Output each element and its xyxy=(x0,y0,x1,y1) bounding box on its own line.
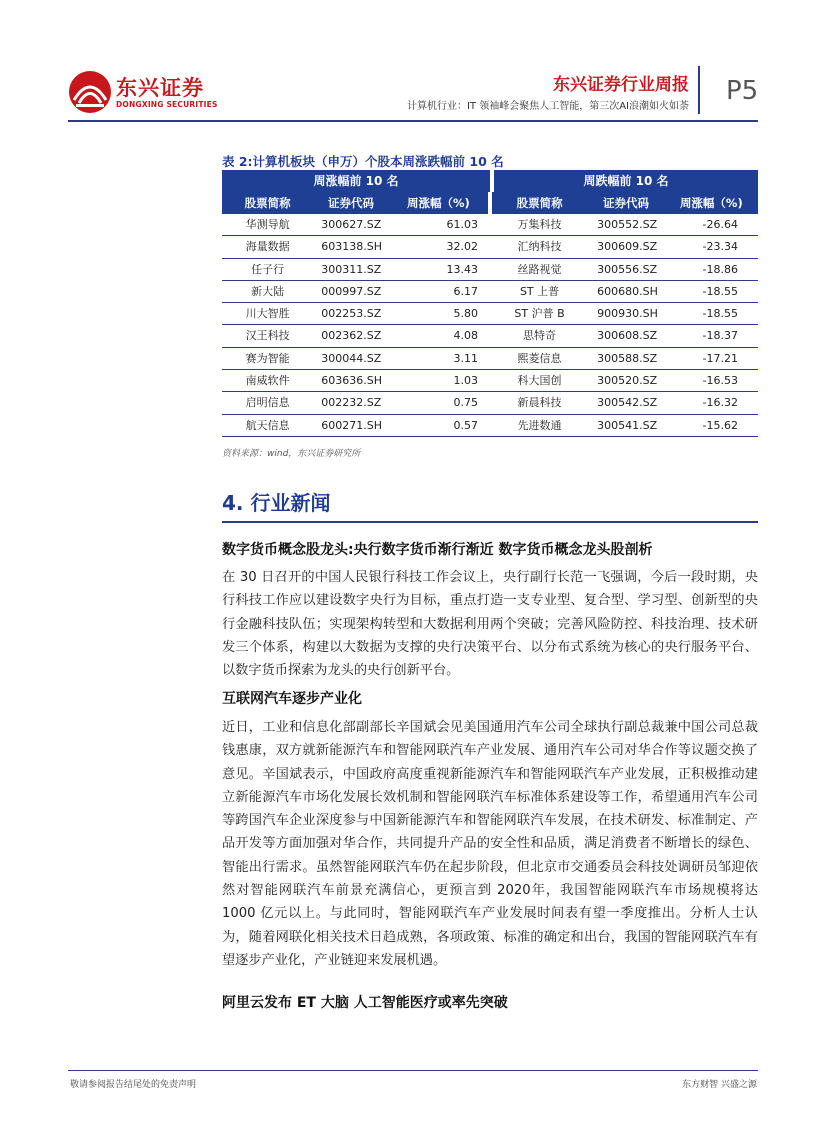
table-row xyxy=(222,348,758,370)
stock-name-cell: 南威软件 xyxy=(245,374,290,388)
weekly-change-cell: 0.57 xyxy=(453,418,478,432)
weekly-change-cell: 0.75 xyxy=(453,396,478,410)
col-header: 周涨幅（%) xyxy=(665,192,758,214)
news-paragraph: 近日，工业和信息化部副部长辛国斌会见美国通用汽车公司全球执行副总裁兼中国公司总裁钱惠康，双方就新能源汽车和智能网联汽车产业发展、通用汽车公司对华合作等议题交换了意见。辛国斌表示，中国政府高度重视新能源汽车和智能网联汽车产业发展，正积极推动建立新能源汽车市场化发展长效机制和智能网联汽车标准体系建设等工作，希望通用汽车公司等跨国汽车企业深度参与中国新能源汽车和智能网联汽车发展，在技术研发、标准制定、产品开发等方面加强对华合作，共同提升产品的安全性和品质，满足消费者不断增长的绿色、智能出行需求。虽然智能网联汽车仍在起步阶段，但北京市交通委员会科技处调研员邹迎依然对智能网联汽车前景充满信心，更预言到 2020年，我国智能网联汽车市场规模将达 1000 亿元以上。与此同时，智能网联汽车产业发展时间表有望一季度推出。分析人士认为，随着网联化相关技术日趋成熟，各项政策、标准的确定和出台，我国的智能网联汽车有望逐步产业化，产业链迎来发展机遇。 xyxy=(222,720,758,968)
stock-code-cell: 000997.SZ xyxy=(321,284,382,298)
stock-code-cell: 300609.SZ xyxy=(597,240,658,254)
stock-name-cell: ST 沪普 B xyxy=(514,307,565,321)
stock-name-cell: ST 上普 xyxy=(519,284,560,298)
stock-code-cell: 300588.SZ xyxy=(597,351,658,365)
header-rule xyxy=(68,120,758,122)
weekly-change-cell: -16.32 xyxy=(702,396,738,410)
stock-name-cell: 新大陆 xyxy=(251,284,285,298)
col-header: 证券代码 xyxy=(313,192,388,214)
weekly-change-cell: 5.80 xyxy=(453,307,478,321)
footer-disclaimer: 敬请参阅报告结尾处的免责声明 xyxy=(70,1080,197,1090)
stock-name-cell: 赛为智能 xyxy=(245,351,290,365)
weekly-change-cell: -23.34 xyxy=(702,240,738,254)
stock-code-cell: 603636.SH xyxy=(321,374,382,388)
table-column-header xyxy=(222,192,758,214)
weekly-change-cell: 6.17 xyxy=(453,284,478,298)
table-row xyxy=(222,214,758,236)
weekly-change-cell: -18.55 xyxy=(702,307,738,321)
footer-rule xyxy=(68,1070,758,1071)
stock-code-cell: 603138.SH xyxy=(321,240,382,254)
table-row xyxy=(222,325,758,347)
stock-name-cell: 科大国创 xyxy=(517,374,562,388)
news-paragraph: 在 30 日召开的中国人民银行科技工作会议上，央行副行长范一飞强调，今后一段时期，央行科技工作应以建设数字央行为目标，重点打造一支专业型、复合型、学习型、创新型的央行金融科技队伍；实现架构转型和大数据利用两个突破；完善风险防控、科技治理、技术研发三个体系，构建以大数据为支撑的央行决策平台、以分布式系统为核心的央行服务平台、以数字货币探索为龙头的央行创新平台。 xyxy=(222,570,758,679)
weekly-change-cell: -18.86 xyxy=(702,262,738,276)
stock-code-cell: 300044.SZ xyxy=(321,351,382,365)
stock-code-cell: 600680.SH xyxy=(597,284,658,298)
company-logo xyxy=(68,70,228,114)
logo-english-text: DONGXING SECURITIES xyxy=(116,100,218,109)
stock-name-cell: 先进数通 xyxy=(517,418,562,432)
weekly-change-cell: 4.08 xyxy=(453,329,478,343)
weekly-change-cell: -17.21 xyxy=(702,351,738,365)
stock-name-cell: 汇纳科技 xyxy=(517,240,562,254)
stock-code-cell: 300520.SZ xyxy=(597,374,658,388)
stock-code-cell: 002253.SZ xyxy=(321,307,382,321)
section-title: 4. 行业新闻 xyxy=(222,491,331,515)
stock-code-cell: 300556.SZ xyxy=(597,262,658,276)
group-losers-label: 周跌幅前 10 名 xyxy=(494,170,758,192)
weekly-change-cell: 1.03 xyxy=(453,374,478,388)
stock-performance-table xyxy=(222,170,758,437)
weekly-change-cell: 3.11 xyxy=(453,351,478,365)
page-number: P5 xyxy=(726,76,759,106)
stock-name-cell: 启明信息 xyxy=(245,396,290,410)
weekly-change-cell: -15.62 xyxy=(702,418,738,432)
weekly-change-cell: -26.64 xyxy=(702,218,738,231)
col-header: 证券代码 xyxy=(587,192,664,214)
weekly-change-cell: -18.55 xyxy=(702,284,738,298)
stock-name-cell: 丝路视觉 xyxy=(517,262,562,276)
news-heading: 阿里云发布 ET 大脑 人工智能医疗或率先突破 xyxy=(222,995,508,1011)
weekly-change-cell: -18.37 xyxy=(702,329,738,343)
col-header: 股票简称 xyxy=(492,192,587,214)
weekly-change-cell: 61.03 xyxy=(446,218,478,231)
stock-code-cell: 300542.SZ xyxy=(597,396,658,410)
table-title: 表 2:计算机板块（申万）个股本周涨跌幅前 10 名 xyxy=(222,154,504,169)
table-row xyxy=(222,415,758,437)
stock-code-cell: 900930.SH xyxy=(597,307,658,321)
stock-name-cell: 海量数据 xyxy=(245,240,290,254)
report-title: 东兴证券行业周报 xyxy=(553,75,689,95)
stock-code-cell: 300541.SZ xyxy=(597,418,658,432)
stock-name-cell: 熙菱信息 xyxy=(517,351,562,365)
table-row xyxy=(222,281,758,303)
table-source: 资料来源：wind，东兴证券研究所 xyxy=(222,449,361,459)
col-header: 周涨幅（%) xyxy=(389,192,488,214)
stock-name-cell: 任子行 xyxy=(251,262,285,276)
section-rule xyxy=(222,521,758,523)
table-row xyxy=(222,236,758,258)
news-heading: 数字货币概念股龙头:央行数字货币渐行渐近 数字货币概念龙头股剖析 xyxy=(222,542,653,558)
stock-name-cell: 航天信息 xyxy=(245,418,290,432)
logo-mark-icon xyxy=(68,70,112,114)
weekly-change-cell: 32.02 xyxy=(446,240,478,254)
stock-code-cell: 002362.SZ xyxy=(321,329,382,343)
stock-code-cell: 600271.SH xyxy=(321,418,382,432)
stock-name-cell: 华测导航 xyxy=(245,218,290,231)
group-gainers-label: 周涨幅前 10 名 xyxy=(222,170,490,192)
table-group-header xyxy=(222,170,758,192)
table-row xyxy=(222,303,758,325)
table-row xyxy=(222,370,758,392)
header-divider xyxy=(698,66,700,114)
report-subtitle: 计算机行业：IT 领袖峰会聚焦人工智能，第三次AI浪潮如火如荼 xyxy=(406,101,689,112)
table-row xyxy=(222,259,758,281)
weekly-change-cell: 13.43 xyxy=(446,262,478,276)
stock-code-cell: 300608.SZ xyxy=(597,329,658,343)
stock-name-cell: 思特奇 xyxy=(523,329,557,343)
weekly-change-cell: -16.53 xyxy=(702,374,738,388)
stock-name-cell: 万集科技 xyxy=(517,218,562,231)
stock-name-cell: 新晨科技 xyxy=(517,396,562,410)
stock-code-cell: 300311.SZ xyxy=(321,262,382,276)
footer-slogan: 东方财智 兴盛之源 xyxy=(682,1080,757,1090)
table-row xyxy=(222,392,758,414)
table-body xyxy=(222,214,758,437)
logo-chinese-text: 东兴证券 xyxy=(116,76,204,100)
stock-code-cell: 300627.SZ xyxy=(321,218,382,231)
stock-name-cell: 川大智胜 xyxy=(245,307,290,321)
stock-name-cell: 汉王科技 xyxy=(245,329,290,343)
stock-code-cell: 300552.SZ xyxy=(597,218,658,231)
news-heading: 互联网汽车逐步产业化 xyxy=(222,691,362,707)
stock-code-cell: 002232.SZ xyxy=(321,396,382,410)
col-header: 股票简称 xyxy=(222,192,313,214)
